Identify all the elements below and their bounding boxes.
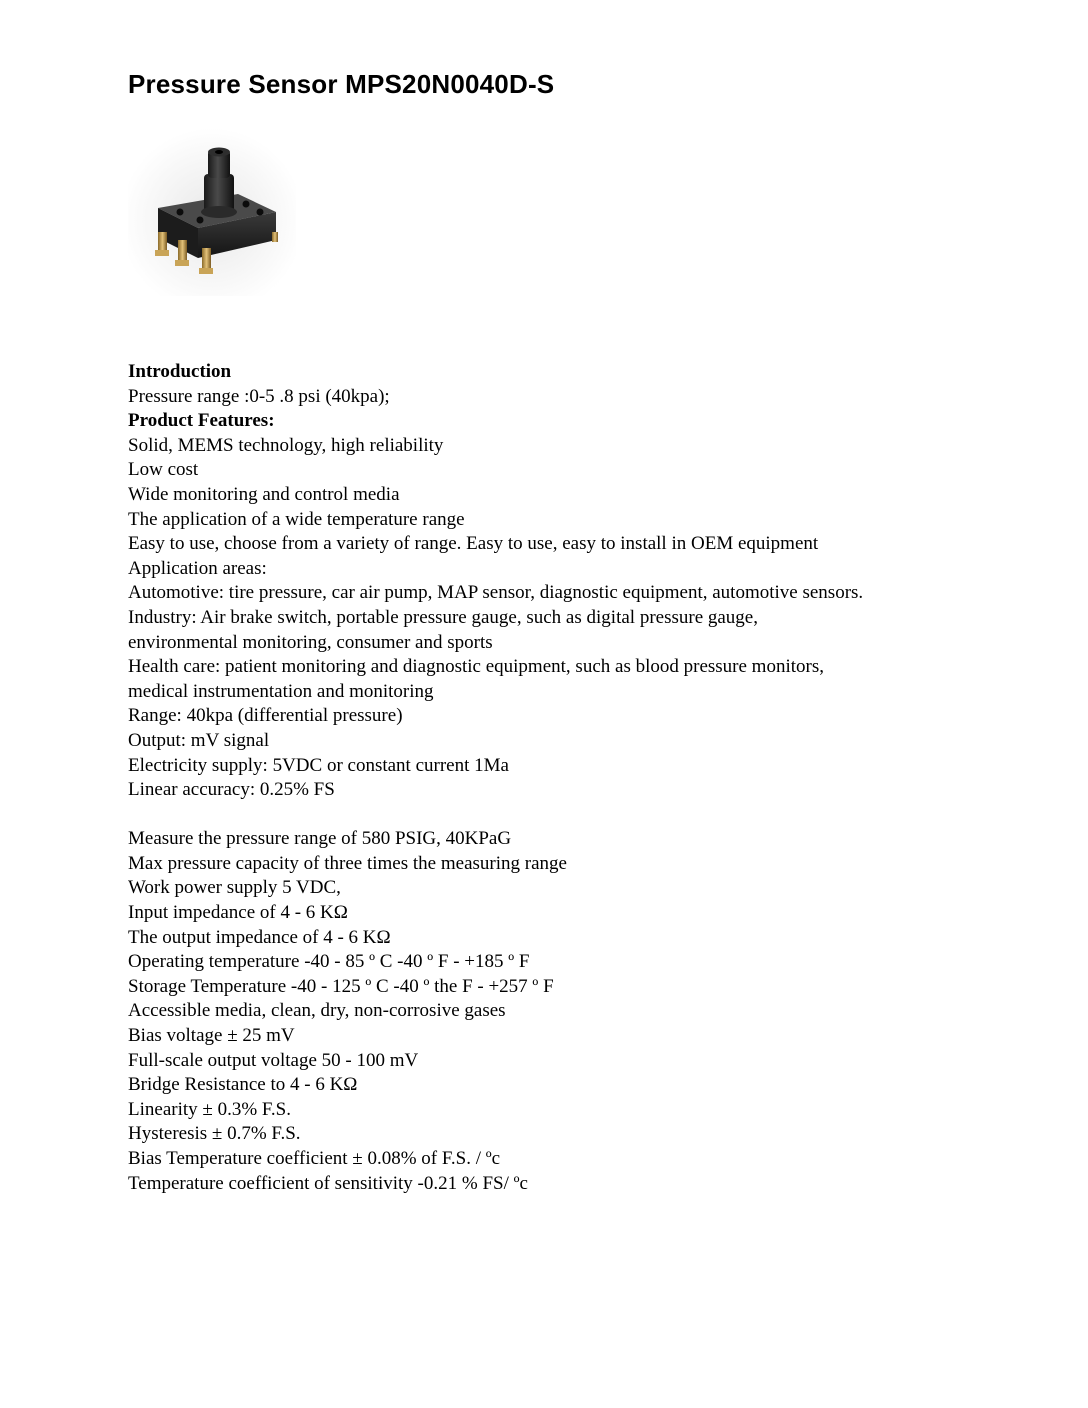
specification-item: Hysteresis ± 0.7% F.S.: [128, 1123, 301, 1145]
specification-item: Full-scale output voltage 50 - 100 mV: [128, 1049, 419, 1071]
pressure-range-text: Pressure range :0-5 .8 psi (40kpa);: [128, 385, 390, 407]
document-body: [128, 360, 1028, 1196]
specification-item: Input impedance of 4 - 6 KΩ: [128, 902, 348, 924]
paragraph-spacer: [128, 803, 1028, 828]
application-item: Industry: Air brake switch, portable pressure gauge, such as digital pressure gauge,: [128, 606, 758, 628]
specification-item: Bias Temperature coefficient ± 0.08% of F.S. / ºc: [128, 1148, 501, 1169]
product-photo: [128, 128, 296, 296]
specification-item: Measure the pressure range of 580 PSIG, 40KPaG: [128, 828, 512, 850]
specification-item: Storage Temperature -40 - 125 º C -40 º the F - +257 º F: [128, 975, 554, 997]
introduction-heading: Introduction: [128, 361, 232, 382]
specification-item: Accessible media, clean, dry, non-corrosive gases: [128, 1000, 506, 1022]
specification-item: Bridge Resistance to 4 - 6 KΩ: [128, 1074, 358, 1096]
application-item: Automotive: tire pressure, car air pump, MAP sensor, diagnostic equipment, automotive sensors.: [128, 582, 864, 604]
feature-item: Low cost: [128, 459, 199, 481]
specification-item: Operating temperature -40 - 85 º C -40 º F - +185 º F: [128, 951, 530, 973]
feature-item: Wide monitoring and control media: [128, 483, 400, 505]
specification-item: Temperature coefficient of sensitivity -0.21 % FS/ ºc: [128, 1172, 528, 1194]
spec-item: Range: 40kpa (differential pressure): [128, 705, 403, 727]
specification-item: Max pressure capacity of three times the measuring range: [128, 852, 567, 874]
specification-item: Linearity ± 0.3% F.S.: [128, 1098, 292, 1120]
application-item: environmental monitoring, consumer and sports: [128, 631, 493, 653]
spec-item: Linear accuracy: 0.25% FS: [128, 779, 335, 801]
spec-item: Electricity supply: 5VDC or constant current 1Ma: [128, 754, 509, 776]
application-areas-heading: Application areas:: [128, 557, 267, 579]
specification-item: Bias voltage ± 25 mV: [128, 1025, 295, 1047]
application-item: Health care: patient monitoring and diagnostic equipment, such as blood pressure monitors,: [128, 656, 824, 678]
application-item: medical instrumentation and monitoring: [128, 680, 434, 702]
specification-item: The output impedance of 4 - 6 KΩ: [128, 926, 391, 948]
feature-item: The application of a wide temperature range: [128, 508, 465, 530]
spec-item: Output: mV signal: [128, 729, 270, 751]
page-title: Pressure Sensor MPS20N0040D-S: [128, 69, 555, 99]
pressure-sensor-image: [128, 128, 296, 296]
feature-item: Easy to use, choose from a variety of range. Easy to use, easy to install in OEM equipment: [128, 533, 819, 555]
specification-item: Work power supply 5 VDC,: [128, 877, 341, 899]
feature-item: Solid, MEMS technology, high reliability: [128, 434, 444, 456]
product-features-heading: Product Features:: [128, 410, 275, 432]
